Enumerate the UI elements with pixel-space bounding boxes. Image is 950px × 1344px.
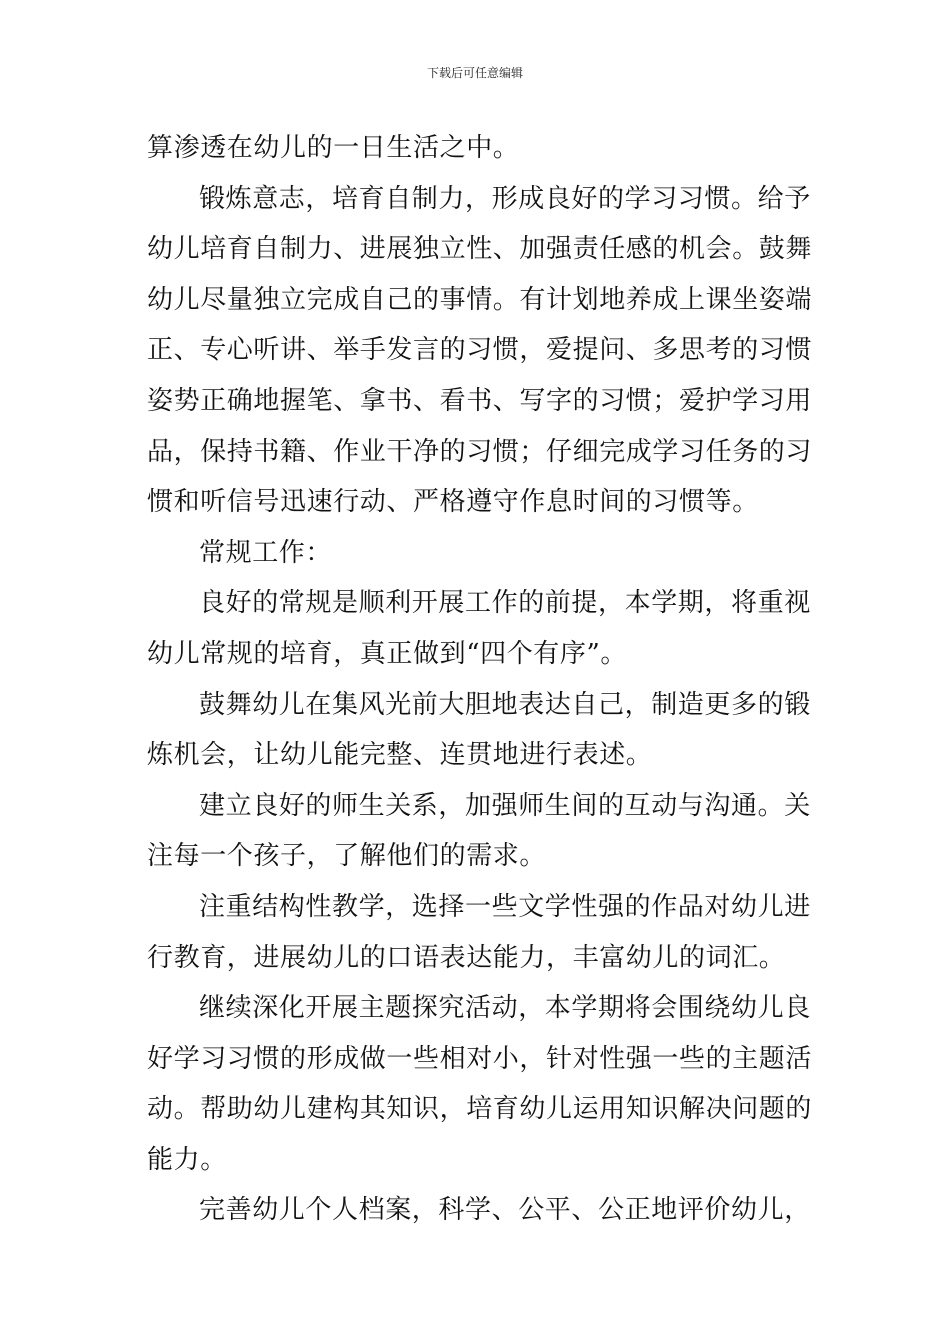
text-line: 正、专心听讲、举手发言的习惯，爱提问、多思考的习惯 (147, 335, 813, 366)
text-line: 幼儿尽量独立完成自己的事情。有计划地养成上课坐姿端 (147, 284, 813, 315)
text-line: 建立良好的师生关系，加强师生间的互动与沟通。关 (199, 790, 811, 821)
page-header-note: 下载后可任意编辑 (426, 66, 523, 80)
text-line: 幼儿常规的培育，真正做到“四个有序”。 (147, 638, 627, 669)
text-line: 注重结构性教学，选择一些文学性强的作品对幼儿进 (199, 891, 811, 922)
text-line: 品，保持书籍、作业干净的习惯；仔细完成学习任务的习 (147, 436, 813, 467)
text-line: 动。帮助幼儿建构其知识，培育幼儿运用知识解决问题的 (147, 1094, 813, 1125)
text-line: 继续深化开展主题探究活动，本学期将会围绕幼儿良 (199, 993, 811, 1024)
text-line: 常规工作： (199, 537, 333, 568)
text-line: 幼儿培育自制力、进展独立性、加强责任感的机会。鼓舞 (147, 234, 813, 265)
text-line: 姿势正确地握笔、拿书、看书、写字的习惯；爱护学习用 (147, 385, 813, 416)
text-line: 锻炼意志，培育自制力，形成良好的学习习惯。给予 (199, 183, 811, 214)
text-line: 好学习习惯的形成做一些相对小，针对性强一些的主题活 (147, 1043, 813, 1074)
text-line: 注每一个孩子，了解他们的需求。 (147, 841, 547, 872)
text-line: 炼机会，让幼儿能完整、连贯地进行表述。 (147, 740, 653, 771)
document-body (147, 123, 813, 1236)
text-line: 算渗透在幼儿的一日生活之中。 (147, 133, 520, 163)
text-line: 能力。 (147, 1144, 227, 1175)
text-line: 完善幼儿个人档案，科学、公平、公正地评价幼儿， (199, 1195, 811, 1226)
text-line: 惯和听信号迅速行动、严格遵守作息时间的习惯等。 (147, 487, 759, 518)
text-line: 良好的常规是顺利开展工作的前提，本学期，将重视 (199, 588, 811, 619)
text-line: 行教育，进展幼儿的口语表达能力，丰富幼儿的词汇。 (147, 942, 786, 973)
text-line: 鼓舞幼儿在集风光前大胆地表达自己，制造更多的锻 (199, 689, 811, 720)
